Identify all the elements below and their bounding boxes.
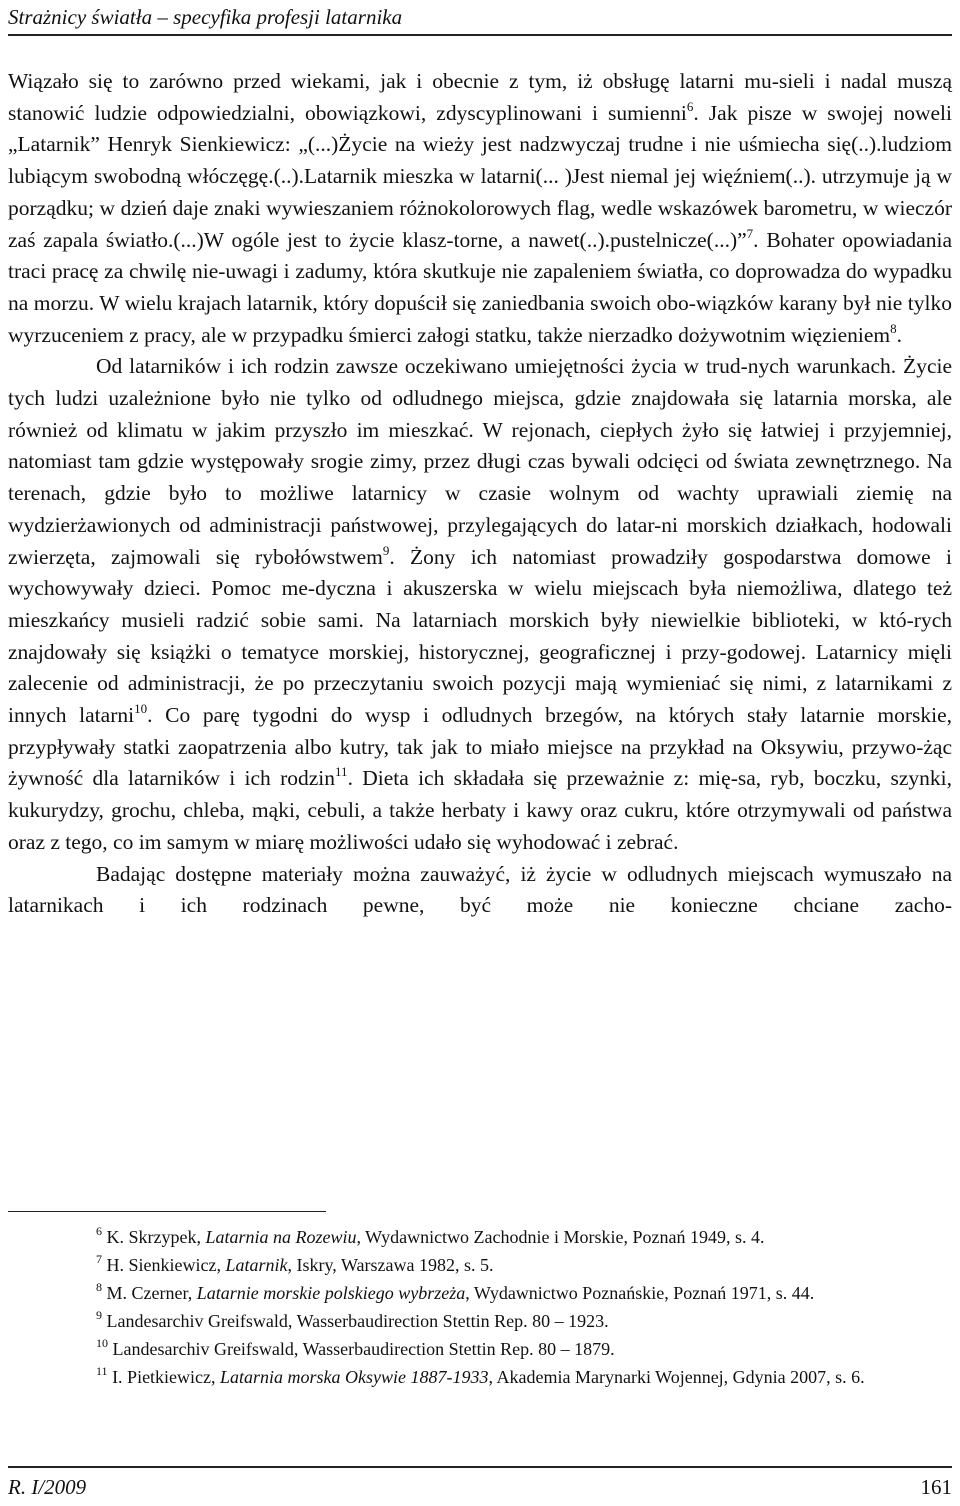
paragraph-2-text-b: . Żony ich natomiast prowadziły gospodarstwa domowe i wychowywały dzieci. Pomoc me-dyczna i akuszerska w wielu miejscach była niemożliwa, dlatego też mieszkańcy musieli radzić sobie sami. Na latarniach morskich były niewielkie biblioteki, w któ-rych znajdowały się książki o tematyce morskiej, historycznej, geograficznej i przy-godowej. Latarnicy mięli zalecenie od administracji, że po przeczytaniu swoich pozycji mają wymieniać się nimi, z latarnikami z innych latarni <box>8 544 952 728</box>
footnote-9 <box>8 1308 952 1335</box>
footnote-title: Latarnia na Rozewiu <box>205 1227 357 1247</box>
footnote-text: Landesarchiv Greifswald, Wasserbaudirection Stettin Rep. 80 – 1923. <box>102 1311 609 1331</box>
footnote-title: Latarnik <box>225 1255 288 1275</box>
footnote-text-end: , Wydawnictwo Poznańskie, Poznań 1971, s. 44. <box>465 1283 815 1303</box>
footnote-ref-10: 10 <box>134 701 148 717</box>
footnote-number: 7 <box>96 1252 102 1266</box>
footnote-text-end: , Akademia Marynarki Wojennej, Gdynia 2007, s. 6. <box>488 1367 865 1387</box>
footnote-text: I. Pietkiewicz, <box>107 1367 221 1387</box>
paragraph-2-text-d: . Dieta ich składała się przeważnie z: mię-sa, ryb, boczku, szynki, kukurydzy, grochu, chleba, mąki, cebuli, a także herbaty i kawy oraz cukru, które otrzymywali od państwa oraz z tego, co im samym w miarę możliwości udało się wyhodować i zebrać. <box>8 766 952 854</box>
main-text <box>8 66 952 922</box>
paragraph-2-text-a: Od latarników i ich rodzin zawsze oczekiwano umiejętności życia w trud-nych warunkach. Życie tych ludzi uzależnione było nie tylko od odludnego miejsca, gdzie znajdowała się latarnia morska, ale również od klimatu w jakim przyszło im mieszkać. W rejonach, ciepłych żyło się łatwiej i przyjemniej, natomiast tam gdzie występowały srogie zimy, przez długi czas bywali odcięci od świata zewnętrznego. Na terenach, gdzie było to możliwe latarnicy w czasie wolnym od wachty uprawiali ziemię na wydzierżawionych od administracji państwowej, przylegających do latar-ni morskich działkach, hodowali zwierzęta, zajmowali się rybołówstwem <box>8 354 952 569</box>
footnote-title: Latarnie morskie polskiego wybrzeża <box>196 1283 466 1303</box>
running-header <box>8 4 952 36</box>
footnote-number: 11 <box>96 1364 108 1378</box>
issue-label: R. I/2009 <box>8 1475 87 1499</box>
footnote-text-end: , Wydawnictwo Zachodnie i Morskie, Poznań 1949, s. 4. <box>356 1227 765 1247</box>
footnote-text-end: , Iskry, Warszawa 1982, s. 5. <box>287 1255 494 1275</box>
footnotes <box>8 1224 952 1391</box>
page-footer <box>8 1466 952 1500</box>
paragraph-1-text-b: . Jak pisze w swojej noweli „Latarnik” Henryk Sienkiewicz: „(...)Życie na wieży jest nadzwyczaj trudne i nie uśmiecha się(..).ludziom lubiącym swobodną włóczęgę.(..).Latarnik mieszka w latarni(... )Jest niemal jej więźniem(..). utrzymuje ją w porządku; w dzień daje znaki wywieszaniem różnokolorowych flag, wedle wskazówek barometru, w wieczór zaś zapala światło.(...)W ogóle jest to życie klasz-torne, a nawet(..).pustelnicze(...)” <box>8 100 952 252</box>
footnote-text: Landesarchiv Greifswald, Wasserbaudirection Stettin Rep. 80 – 1879. <box>108 1339 615 1359</box>
footnote-number: 9 <box>96 1308 102 1322</box>
footnote-10 <box>8 1336 952 1363</box>
footnote-ref-11: 11 <box>335 764 348 780</box>
footnote-11 <box>8 1364 952 1391</box>
footnote-number: 10 <box>96 1336 108 1350</box>
footnote-ref-7: 7 <box>746 225 754 241</box>
footnote-8 <box>8 1280 952 1307</box>
footnote-6 <box>8 1224 952 1251</box>
paragraph-3: Badając dostępne materiały można zauważyć, iż życie w odludnych miejscach wymuszało na latarnikach i ich rodzinach pewne, być może nie konieczne chciane zacho- <box>8 861 952 918</box>
footnote-ref-6: 6 <box>686 98 694 114</box>
running-title: Strażnicy światła – specyfika profesji latarnika <box>8 5 403 29</box>
footnote-number: 6 <box>96 1224 102 1238</box>
paragraph-1-text-d: . <box>896 322 903 347</box>
paragraph-2-text-c: . Co parę tygodni do wysp i odludnych brzegów, na których stały latarnie morskie, przypływały statki zaopatrzenia albo kutry, tak jak to miało miejsce na przykład na Oksywiu, przywo-żąc żywność dla latarników i ich rodzin <box>8 703 953 791</box>
footnote-number: 8 <box>96 1280 102 1294</box>
footnote-ref-8: 8 <box>890 320 897 336</box>
footnote-text: M. Czerner, <box>102 1283 197 1303</box>
page-number: 161 <box>920 1475 952 1499</box>
footnote-separator <box>8 1211 326 1212</box>
paragraph-2 <box>8 351 952 858</box>
footnote-text: K. Skrzypek, <box>102 1227 206 1247</box>
paragraph-1 <box>8 66 952 351</box>
footnote-ref-9: 9 <box>382 542 390 558</box>
footnote-7 <box>8 1252 952 1279</box>
footnote-title: Latarnia morska Oksywie 1887-1933 <box>220 1367 489 1387</box>
paragraph-1-text-a: Wiązało się to zarówno przed wiekami, jak i obecnie z tym, iż obsługę latarni mu-sieli i nadal muszą stanowić ludzie odpowiedzialni, obowiązkowi, zdyscyplinowani i sumienni <box>8 69 952 125</box>
footnote-text: H. Sienkiewicz, <box>102 1255 226 1275</box>
paragraph-1-text-c: . Bohater opowiadania traci pracę za chwilę nie-uwagi i zadumy, która skutkuje nie zapaleniem światła, co doprowadza do wypadku na morzu. W wielu krajach latarnik, który dopuścił się zaniedbania swoich obo-wiązków karany był nie tylko wyrzuceniem z pracy, ale w przypadku śmierci załogi statku, także nierzadko dożywotnim więzieniem <box>8 227 952 347</box>
